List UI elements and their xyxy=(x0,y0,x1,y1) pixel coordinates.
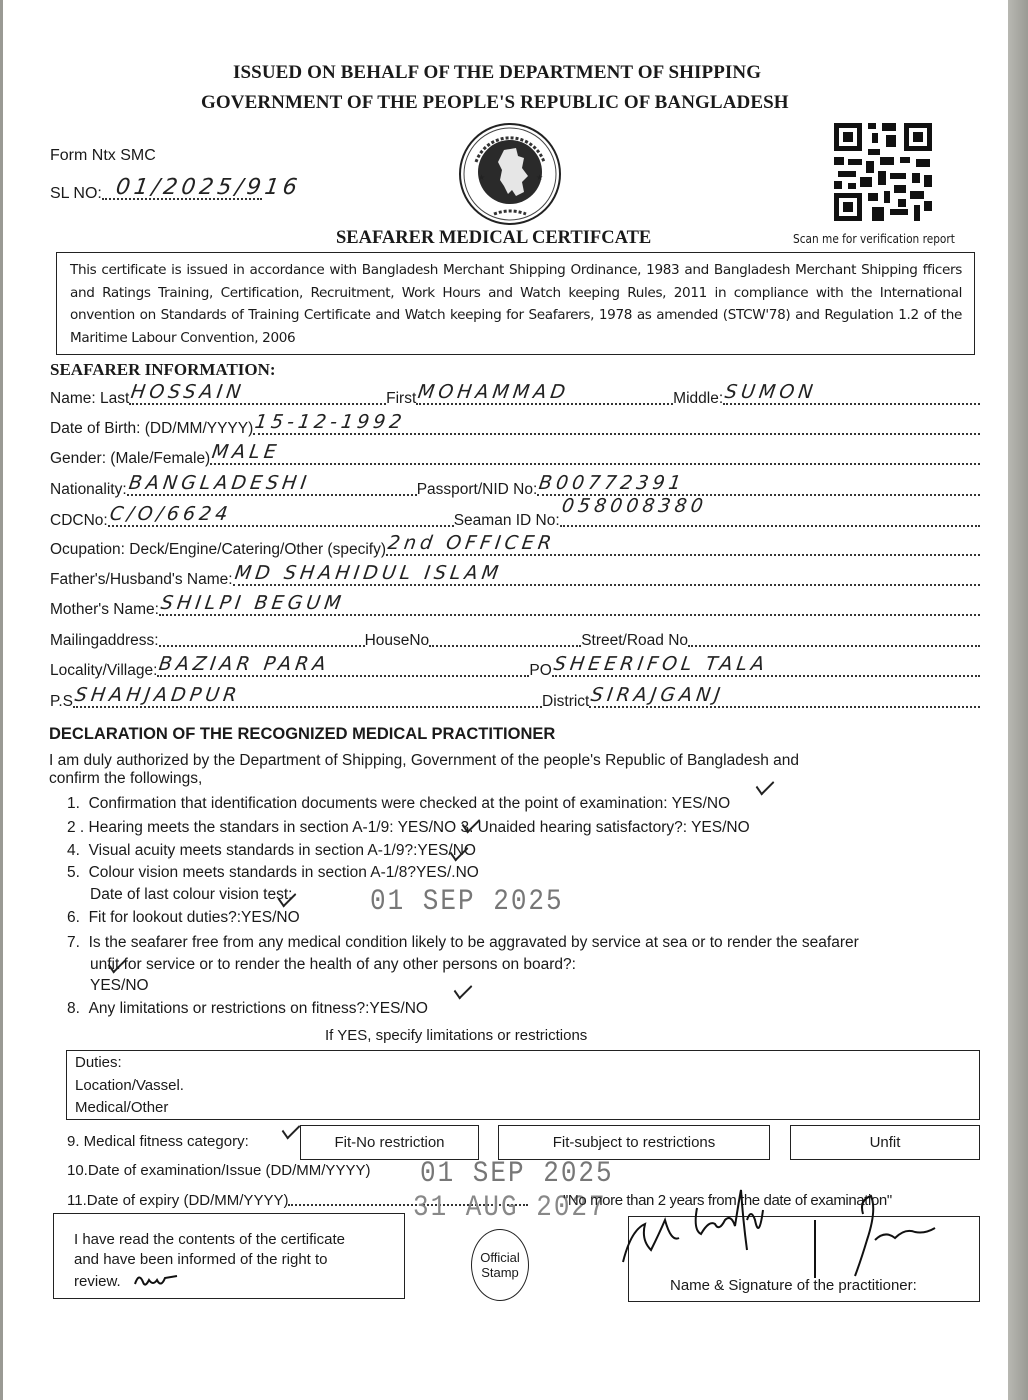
colour-vision-date-stamp: 01 SEP 2025 xyxy=(370,883,564,919)
option-label: Fit-subject to restrictions xyxy=(552,1134,716,1151)
item-text: Any limitations or restrictions on fitness?:YES/NO xyxy=(88,1000,428,1017)
sl-number-label: SL NO: xyxy=(50,185,102,202)
cdc-value: C/O/6624 xyxy=(108,503,233,525)
item-text: Hearing meets the standars in section A-1/9: YES/NO 3. Unaided hearing satisfactory?: YES/NO xyxy=(88,819,750,836)
mailing-address-field[interactable] xyxy=(159,641,365,647)
sl-number-value: 01/2025/916 xyxy=(114,175,303,200)
scan-edge-left xyxy=(0,0,3,1400)
item-text: Colour vision meets standards in section A-1/8?YES/.NO xyxy=(88,864,479,881)
fitness-option-fit-subject[interactable] xyxy=(498,1125,770,1160)
seafarer-signature-icon xyxy=(131,1270,181,1292)
ack-line-1: I have read the contents of the certificate xyxy=(74,1231,345,1248)
fitness-option-fit-no-restriction[interactable] xyxy=(300,1125,479,1160)
locality-row xyxy=(50,653,980,680)
declaration-title: DECLARATION OF THE RECOGNIZED MEDICAL PRACTITIONER xyxy=(49,725,556,743)
sl-number-field xyxy=(50,175,303,203)
dob-label: Date of Birth: (DD/MM/YYYY) xyxy=(50,420,254,437)
preamble-text: This certificate is issued in accordance with Bangladesh Merchant Shipping Ordinance, 1983 and Bangladesh Merchant Shipping fficers and Ratings Training, Certification, Recruitment, Work Hours and Watch keeping Rules, 2011 in compliance with the International onvention on Standards of Training Certificate and Watch keeping for Seafarers, 1978 as amended (STCW'78) and Regulation 1.2 of the Maritime Labour Convention, 2006 xyxy=(70,262,962,346)
expiry-date-label: 11.Date of expiry (DD/MM/YYYY) xyxy=(67,1192,289,1209)
preamble-box xyxy=(56,252,975,355)
last-name-label: Name: Last xyxy=(50,390,130,407)
declaration-item-2 xyxy=(67,819,750,837)
occupation-label: Ocupation: Deck/Engine/Catering/Other (specify) xyxy=(50,541,386,558)
restrictions-box[interactable] xyxy=(66,1050,980,1120)
middle-name-field[interactable] xyxy=(723,381,980,405)
government-seal-icon xyxy=(458,122,562,226)
expiry-date-stamp: 31 AUG 2027 xyxy=(413,1189,607,1225)
item-number: 8. xyxy=(67,1000,80,1017)
declaration-item-8 xyxy=(67,1000,428,1018)
declaration-item-7 xyxy=(67,934,859,952)
seaman-id-field[interactable] xyxy=(560,495,980,527)
cdc-label: CDCNo: xyxy=(50,512,108,529)
form-code: Form Ntx SMC xyxy=(50,147,156,164)
colour-vision-date-label: Date of last colour vision test: xyxy=(90,886,293,903)
item-text: Confirmation that identification documents were checked at the point of examination: YES/NO xyxy=(88,795,731,812)
qr-code-icon[interactable] xyxy=(832,121,936,223)
item-text: Is the seafarer free from any medical condition likely to be aggravated by service at sea or to render the seafarer xyxy=(88,934,859,951)
mailing-address-label: Mailingaddress: xyxy=(50,632,159,649)
item-text: Visual acuity meets standards in section A-1/9?:YES/NO xyxy=(88,842,476,859)
declaration-intro-1: I am duly authorized by the Department of Shipping, Government of the people's Republic of Bangladesh and xyxy=(49,752,800,769)
seaman-id-label: Seaman ID No: xyxy=(453,512,560,529)
ps-row xyxy=(50,684,980,711)
item-number: 1. xyxy=(67,795,80,812)
po-value: SHEERIFOL TALA xyxy=(552,653,770,675)
declaration-item-7-cont: unfit for service or to render the health of any other persons on board?: xyxy=(90,956,576,973)
ack-review: review. xyxy=(74,1273,121,1290)
name-row xyxy=(50,381,980,408)
qr-caption: Scan me for verification report xyxy=(793,232,955,246)
stamp-line-2: Stamp xyxy=(481,1265,519,1280)
house-no-field[interactable] xyxy=(429,641,581,647)
seafarer-section-title: SEAFARER INFORMATION: xyxy=(50,360,276,379)
father-row xyxy=(50,562,980,589)
item-number: 6. xyxy=(67,909,80,926)
acknowledgement-box xyxy=(53,1213,405,1299)
middle-name-label: Middle: xyxy=(673,390,724,407)
option-label: Unfit xyxy=(869,1134,901,1151)
practitioner-label: Name & Signature of the practitioner: xyxy=(670,1277,917,1294)
mother-name-value: SHILPI BEGUM xyxy=(159,592,347,614)
header-line-1: ISSUED ON BEHALF OF THE DEPARTMENT OF SHIPPING xyxy=(233,62,762,83)
po-field[interactable] xyxy=(552,653,980,677)
item-number: 7. xyxy=(67,934,80,951)
ack-line-3 xyxy=(74,1270,404,1292)
declaration-item-6 xyxy=(67,909,300,927)
exam-date-stamp: 01 SEP 2025 xyxy=(420,1155,614,1191)
gender-value: MALE xyxy=(210,441,282,463)
seaman-id-value: 058008380 xyxy=(560,495,709,517)
item-number: 4. xyxy=(67,842,80,859)
first-name-label: First xyxy=(386,390,417,407)
fitness-category-label: 9. Medical fitness category: xyxy=(67,1133,249,1150)
gender-field[interactable] xyxy=(210,441,980,465)
declaration-item-7-options: YES/NO xyxy=(90,977,149,994)
middle-name-value: SUMON xyxy=(723,381,819,403)
nationality-label: Nationality: xyxy=(50,481,127,498)
mailing-row xyxy=(50,626,980,650)
dob-value: 15-12-1992 xyxy=(253,411,408,433)
svg-text:★: ★ xyxy=(478,173,486,182)
mother-row xyxy=(50,592,980,619)
item-number: 2 . xyxy=(67,819,85,836)
restriction-location: Location/Vassel. xyxy=(75,1076,184,1094)
first-name-value: MOHAMMAD xyxy=(416,381,571,403)
nationality-field[interactable] xyxy=(127,472,417,496)
svg-text:★: ★ xyxy=(536,173,544,182)
restrictions-caption: If YES, specify limitations or restrictions xyxy=(325,1027,588,1044)
checkmark-icon xyxy=(454,978,473,999)
expiry-note: "No more than 2 years from the date of examination" xyxy=(563,1192,892,1209)
declaration-item-1 xyxy=(67,795,730,813)
declaration-item-4 xyxy=(67,842,476,860)
passport-value: B00772391 xyxy=(537,472,687,494)
father-name-field[interactable] xyxy=(232,562,980,586)
locality-value: BAZIAR PARA xyxy=(157,653,332,675)
exam-date-label: 10.Date of examination/Issue (DD/MM/YYYY) xyxy=(67,1162,371,1179)
district-label: District xyxy=(542,693,590,710)
cdc-field[interactable] xyxy=(108,503,454,527)
district-value: SIRAJGANJ xyxy=(589,684,726,706)
street-field[interactable] xyxy=(688,641,980,647)
first-name-field[interactable] xyxy=(416,381,673,405)
mother-name-label: Mother's Name: xyxy=(50,601,159,618)
district-field[interactable] xyxy=(589,684,980,708)
option-label: Fit-No restriction xyxy=(334,1134,445,1151)
dob-row xyxy=(50,411,980,438)
restriction-medical: Medical/Other xyxy=(75,1099,169,1116)
declaration-item-5 xyxy=(67,864,479,882)
declaration-intro-2: confirm the followings, xyxy=(49,770,203,787)
occupation-field[interactable] xyxy=(386,532,980,556)
scan-edge-right xyxy=(1008,0,1028,1400)
mother-name-field[interactable] xyxy=(159,592,980,616)
house-no-label: HouseNo xyxy=(364,632,430,649)
gender-label: Gender: (Male/Female) xyxy=(50,450,211,467)
item-text: Fit for lookout duties?:YES/NO xyxy=(88,909,300,926)
dob-field[interactable] xyxy=(253,411,980,435)
father-name-value: MD SHAHIDUL ISLAM xyxy=(232,562,504,584)
checkmark-icon xyxy=(756,774,775,795)
official-stamp-placeholder xyxy=(471,1229,529,1301)
passport-label: Passport/NID No: xyxy=(416,481,538,498)
po-label: PO xyxy=(529,662,552,679)
ps-value: SHAHJADPUR xyxy=(73,684,242,706)
item-number: 5. xyxy=(67,864,80,881)
occupation-row xyxy=(50,532,980,559)
last-name-value: HOSSAIN xyxy=(129,381,247,403)
checkmark-icon xyxy=(282,1118,301,1139)
stamp-line-1: Official xyxy=(480,1250,520,1265)
nationality-row xyxy=(50,472,980,499)
occupation-value: 2nd OFFICER xyxy=(386,532,557,554)
ps-label: P.S xyxy=(50,693,73,710)
gender-row xyxy=(50,441,980,468)
certificate-title: SEAFARER MEDICAL CERTIFCATE xyxy=(336,228,652,248)
street-label: Street/Road No xyxy=(581,632,689,649)
ack-line-2: and have been informed of the right to xyxy=(74,1251,328,1268)
practitioner-signature-icon xyxy=(615,1180,955,1290)
ps-field[interactable] xyxy=(73,684,542,708)
locality-label: Locality/Village: xyxy=(50,662,158,679)
nationality-value: BANGLADESHI xyxy=(127,472,312,494)
header-line-2: GOVERNMENT OF THE PEOPLE'S REPUBLIC OF BANGLADESH xyxy=(201,92,789,113)
fitness-option-unfit[interactable] xyxy=(790,1125,980,1160)
father-name-label: Father's/Husband's Name: xyxy=(50,571,233,588)
last-name-field[interactable] xyxy=(129,381,386,405)
restriction-duties: Duties: xyxy=(75,1054,122,1071)
cdc-row xyxy=(50,495,980,530)
locality-field[interactable] xyxy=(157,653,529,677)
